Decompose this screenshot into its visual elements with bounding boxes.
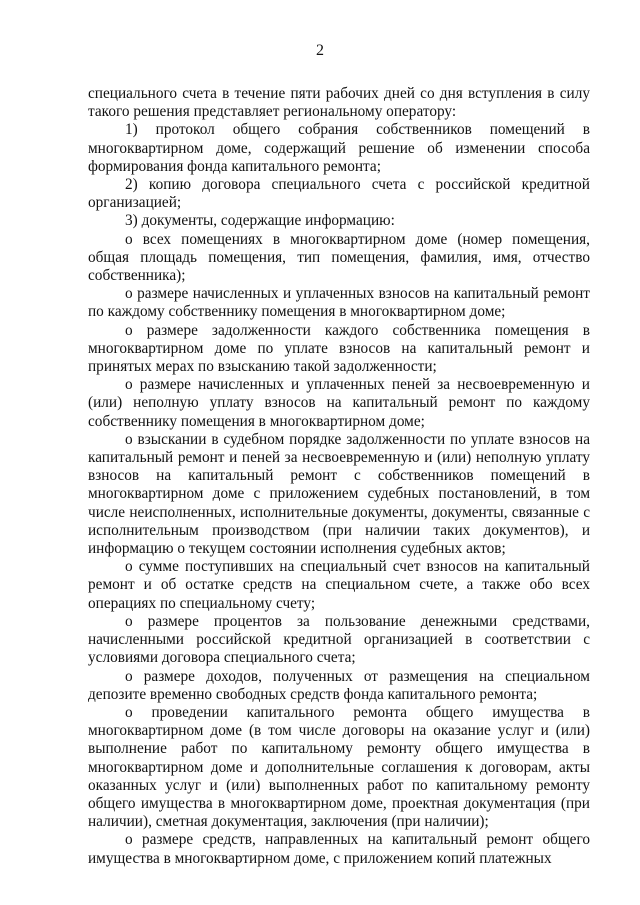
page-number: 2	[316, 42, 324, 59]
paragraph-item-1-protocol: 1) протокол общего собрания собственников помещений в многоквартирном доме, содержащий решение об изменении способа формирования фонда капитального ремонта;	[88, 121, 590, 175]
paragraph-deposit-income-info: о размере доходов, полученных от размещения на специальном депозите временно свободных средств фонда капитального ремонта;	[88, 667, 590, 703]
paragraph-contributions-info: о размере начисленных и уплаченных взносов на капитальный ремонт по каждому собственнику помещения в многоквартирном доме;	[88, 285, 590, 321]
paragraph-penalties-info: о размере начисленных и уплаченных пеней за несвоевременную и (или) неполную уплату взносов на капитальный ремонт по каждому собственнику помещения в многоквартирном доме;	[88, 376, 590, 430]
paragraph-interest-info: о размере процентов за пользование денежными средствами, начисленными российской кредитной организацией в соответствии с условиями договора специального счета;	[88, 612, 590, 667]
paragraph-repair-works-info: о проведении капитального ремонта общего имущества в многоквартирном доме (в том числе договоры на оказание услуг и (или) выполнение работ по капитальному ремонту общего имущества в многоквартирном доме и дополнительные соглашения к договорам, акты оказанных услуг и (или) выполненных работ по капитальному ремонту общего имущества в многоквартирном доме, проектная документация (при наличии), сметная документация, заключения (при наличии);	[88, 703, 590, 831]
paragraph-account-balance-info: о сумме поступивших на специальный счет взносов на капитальный ремонт и об остатке средств на специальном счете, а также обо всех операциях по специальному счету;	[88, 558, 590, 612]
paragraph-court-collection-info: о взыскании в судебном порядке задолженности по уплате взносов на капитальный ремонт и пеней за несвоевременную и (или) неполную уплату взносов на капитальный ремонт с собственников помещений в многоквартирном доме с приложением судебных постановлений, в том числе неисполненных, исполнительные документы, документы, связанные с исполнительным производством (при наличии таких документов), и информацию о текущем состоянии исполнения судебных актов;	[88, 430, 590, 558]
document-body	[88, 85, 590, 868]
paragraph-repair-funds-info: о размере средств, направленных на капитальный ремонт общего имущества в многоквартирном доме, с приложением копий платежных	[88, 831, 590, 867]
paragraph-item-3-documents: 3) документы, содержащие информацию:	[125, 212, 395, 230]
paragraph-debt-info: о размере задолженности каждого собственника помещения в многоквартирном доме по уплате взносов на капитальный ремонт и принятых мерах по взысканию такой задолженности;	[88, 321, 590, 376]
paragraph-premises-info: о всех помещениях в многоквартирном доме (номер помещения, общая площадь помещения, тип помещения, фамилия, имя, отчество собственника);	[88, 230, 590, 285]
paragraph-intro: специального счета в течение пяти рабочих дней со дня вступления в силу такого решения представляет региональному оператору:	[88, 85, 590, 121]
paragraph-item-2-contract-copy: 2) копию договора специального счета с российской кредитной организацией;	[88, 176, 590, 212]
